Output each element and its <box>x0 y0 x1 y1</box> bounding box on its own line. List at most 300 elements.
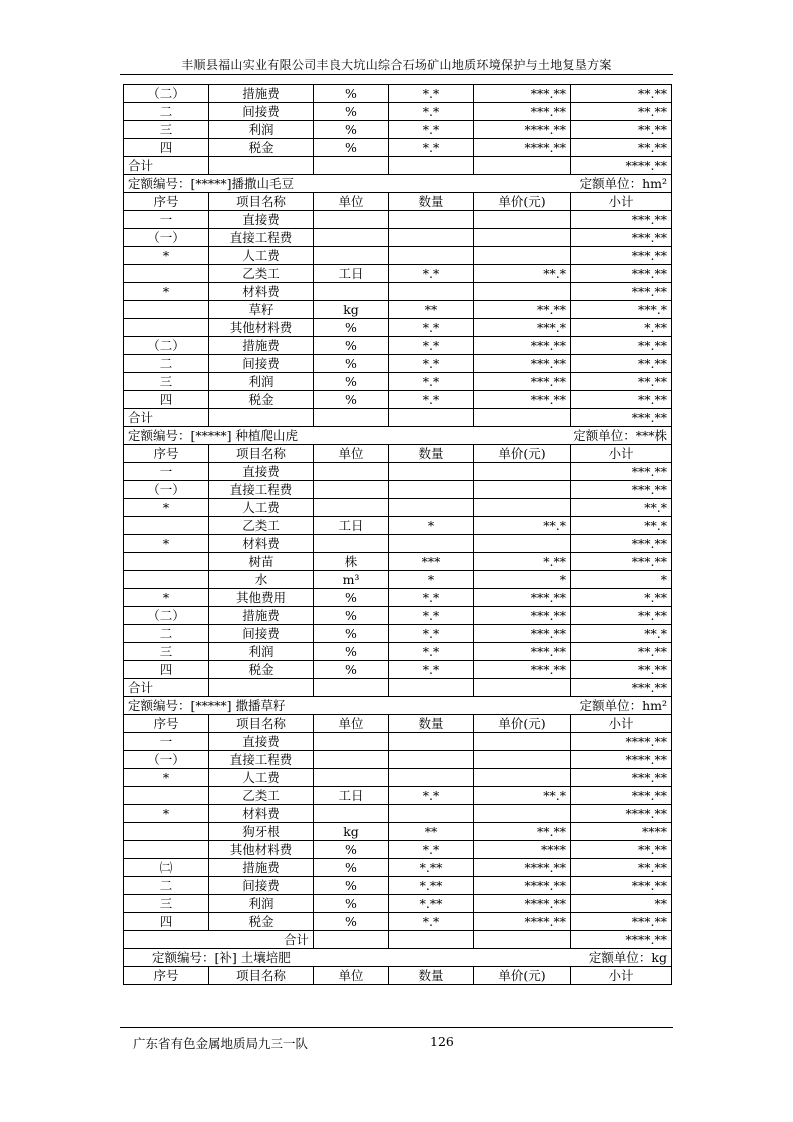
quota-code: 定额编号：[*****] 撒播草籽 <box>128 698 286 713</box>
table-cell: 措施费 <box>209 85 314 103</box>
table-cell <box>474 769 571 787</box>
table-cell: % <box>314 859 389 877</box>
table-cell: *.** <box>571 319 672 337</box>
table-cell: *.* <box>389 589 474 607</box>
total-label: 合计 <box>124 157 209 175</box>
table-row <box>124 553 672 571</box>
table-row <box>124 913 672 931</box>
column-header: 单价(元) <box>474 967 571 985</box>
table-cell: 其他费用 <box>209 589 314 607</box>
table-row <box>124 571 672 589</box>
quota-row <box>124 427 672 445</box>
table-cell <box>389 499 474 517</box>
table-cell: 工日 <box>314 265 389 283</box>
table-cell: ***.** <box>474 337 571 355</box>
table-cell: *.** <box>571 589 672 607</box>
table-cell: 四 <box>124 913 209 931</box>
table-cell: 乙类工 <box>209 787 314 805</box>
column-header: 单位 <box>314 967 389 985</box>
table-cell: *.** <box>389 895 474 913</box>
table-cell: kg <box>314 823 389 841</box>
total-value: ****.** <box>571 931 672 949</box>
table-cell: 税金 <box>209 913 314 931</box>
table-cell: （一） <box>124 751 209 769</box>
total-row <box>124 931 672 949</box>
table-cell: 措施费 <box>209 607 314 625</box>
table-cell: *.* <box>389 625 474 643</box>
table-cell <box>474 463 571 481</box>
table-cell: 草籽 <box>209 301 314 319</box>
table-row <box>124 643 672 661</box>
total-label: 合计 <box>124 409 209 427</box>
column-header: 单价(元) <box>474 445 571 463</box>
table-cell: 间接费 <box>209 355 314 373</box>
table-cell: % <box>314 373 389 391</box>
table-cell <box>389 211 474 229</box>
table-cell <box>389 931 474 949</box>
column-header: 单价(元) <box>474 193 571 211</box>
table-cell: * <box>124 589 209 607</box>
table-cell <box>474 805 571 823</box>
table-cell: ***.** <box>571 265 672 283</box>
table-cell: ** <box>389 301 474 319</box>
table-cell: ****.** <box>571 751 672 769</box>
table-cell: % <box>314 589 389 607</box>
table-cell: 直接工程费 <box>209 229 314 247</box>
table-cell: *.** <box>389 877 474 895</box>
table-cell <box>314 481 389 499</box>
table-row <box>124 733 672 751</box>
table-cell: * <box>124 535 209 553</box>
table-cell <box>314 211 389 229</box>
budget-table <box>123 84 672 985</box>
table-row <box>124 535 672 553</box>
table-cell: % <box>314 391 389 409</box>
table-cell: 利润 <box>209 121 314 139</box>
table-cell <box>124 571 209 589</box>
table-cell: ***.** <box>571 211 672 229</box>
table-cell: 利润 <box>209 373 314 391</box>
quota-row <box>124 697 672 715</box>
table-cell <box>314 769 389 787</box>
table-cell: 直接工程费 <box>209 751 314 769</box>
table-row <box>124 859 672 877</box>
table-cell: **.** <box>571 139 672 157</box>
table-cell <box>474 157 571 175</box>
column-header: 数量 <box>389 445 474 463</box>
table-cell: **.** <box>474 301 571 319</box>
table-row <box>124 247 672 265</box>
table-cell <box>314 229 389 247</box>
table-cell: 狗牙根 <box>209 823 314 841</box>
table-row <box>124 283 672 301</box>
table-cell: ***.** <box>571 463 672 481</box>
table-cell: * <box>124 247 209 265</box>
table-row <box>124 373 672 391</box>
page-number: 126 <box>430 1034 454 1049</box>
table-cell: m³ <box>314 571 389 589</box>
table-cell: 其他材料费 <box>209 841 314 859</box>
table-cell <box>389 283 474 301</box>
table-cell <box>314 535 389 553</box>
table-row <box>124 877 672 895</box>
table-cell <box>314 247 389 265</box>
table-cell: ***.** <box>571 481 672 499</box>
table-cell: ***.* <box>474 319 571 337</box>
table-cell: **.** <box>571 661 672 679</box>
table-cell: *.* <box>389 121 474 139</box>
table-cell: ***.** <box>571 247 672 265</box>
quota-code: 定额编号：[补] 土壤培肥 <box>152 950 291 965</box>
table-cell: ***.** <box>474 103 571 121</box>
table-cell: ***.** <box>571 913 672 931</box>
column-header: 小计 <box>571 193 672 211</box>
column-header: 单价(元) <box>474 715 571 733</box>
table-cell: 一 <box>124 733 209 751</box>
table-cell: *.* <box>389 787 474 805</box>
column-header-row <box>124 445 672 463</box>
table-cell: % <box>314 121 389 139</box>
footer-rule <box>120 1027 673 1028</box>
table-cell: 三 <box>124 643 209 661</box>
column-header: 项目名称 <box>209 715 314 733</box>
table-cell: * <box>124 283 209 301</box>
table-cell: *.* <box>389 319 474 337</box>
table-cell: 三 <box>124 121 209 139</box>
table-cell <box>474 499 571 517</box>
table-cell: **.** <box>474 823 571 841</box>
table-cell: 其他材料费 <box>209 319 314 337</box>
table-cell <box>124 787 209 805</box>
table-cell: 直接工程费 <box>209 481 314 499</box>
table-row <box>124 751 672 769</box>
table-cell <box>474 535 571 553</box>
table-cell: 直接费 <box>209 211 314 229</box>
quota-unit: 定额单位：***株 <box>573 428 667 443</box>
table-cell: **.** <box>571 337 672 355</box>
table-cell <box>314 733 389 751</box>
table-row <box>124 805 672 823</box>
table-cell: * <box>124 805 209 823</box>
table-row <box>124 787 672 805</box>
column-header-row <box>124 715 672 733</box>
table-cell: *.* <box>389 265 474 283</box>
table-cell: % <box>314 661 389 679</box>
table-cell: 一 <box>124 211 209 229</box>
table-row <box>124 661 672 679</box>
table-cell: kg <box>314 301 389 319</box>
table-cell <box>474 211 571 229</box>
table-cell: **.** <box>571 391 672 409</box>
table-row <box>124 121 672 139</box>
table-cell: ***.** <box>571 283 672 301</box>
table-cell <box>389 733 474 751</box>
table-cell: ***.** <box>474 355 571 373</box>
table-cell: *.* <box>389 85 474 103</box>
column-header: 小计 <box>571 445 672 463</box>
table-cell: 材料费 <box>209 283 314 301</box>
total-label: 合计 <box>124 679 209 697</box>
table-cell: 三 <box>124 373 209 391</box>
table-cell: *.* <box>389 661 474 679</box>
column-header-row <box>124 967 672 985</box>
column-header: 序号 <box>124 193 209 211</box>
table-row <box>124 265 672 283</box>
table-row <box>124 823 672 841</box>
table-cell <box>389 535 474 553</box>
quota-code: 定额编号：[*****] 种植爬山虎 <box>128 428 298 443</box>
table-cell: ***.** <box>474 643 571 661</box>
table-cell <box>389 769 474 787</box>
table-cell: **** <box>474 841 571 859</box>
table-cell <box>474 247 571 265</box>
table-cell <box>314 283 389 301</box>
column-header: 小计 <box>571 967 672 985</box>
table-cell <box>124 319 209 337</box>
table-cell: 材料费 <box>209 805 314 823</box>
table-cell: *.* <box>389 355 474 373</box>
table-row <box>124 139 672 157</box>
column-header: 单位 <box>314 445 389 463</box>
table-cell: ****.** <box>474 913 571 931</box>
table-cell <box>124 265 209 283</box>
table-cell <box>389 229 474 247</box>
table-cell: ****.** <box>474 895 571 913</box>
table-cell: ****.** <box>474 121 571 139</box>
table-cell: % <box>314 877 389 895</box>
table-cell <box>314 931 389 949</box>
table-cell: ****.** <box>474 139 571 157</box>
total-row <box>124 157 672 175</box>
table-cell: **.* <box>571 499 672 517</box>
table-cell <box>389 679 474 697</box>
column-header: 项目名称 <box>209 445 314 463</box>
table-cell: 利润 <box>209 643 314 661</box>
page-header: 丰顺县福山实业有限公司丰良大坑山综合石场矿山地质环境保护与土地复垦方案 <box>181 58 612 72</box>
table-cell: % <box>314 337 389 355</box>
column-header: 数量 <box>389 715 474 733</box>
table-cell: * <box>124 769 209 787</box>
table-cell <box>314 409 389 427</box>
total-value: ****.** <box>571 157 672 175</box>
table-cell: ***.** <box>571 769 672 787</box>
total-value: ***.** <box>571 679 672 697</box>
table-cell: 水 <box>209 571 314 589</box>
quota-cell <box>124 949 672 967</box>
column-header-row <box>124 193 672 211</box>
table-cell: **.** <box>571 103 672 121</box>
table-cell: （一） <box>124 481 209 499</box>
table-row <box>124 589 672 607</box>
table-cell: 乙类工 <box>209 517 314 535</box>
table-row <box>124 337 672 355</box>
table-cell: **.* <box>474 787 571 805</box>
table-cell: **.* <box>474 517 571 535</box>
table-cell: 工日 <box>314 787 389 805</box>
table-cell: *.* <box>389 337 474 355</box>
table-row <box>124 769 672 787</box>
quota-unit: 定额单位：kg <box>588 950 667 965</box>
table-cell: 二 <box>124 877 209 895</box>
table-cell: *.* <box>389 841 474 859</box>
table-cell: % <box>314 841 389 859</box>
table-cell <box>314 463 389 481</box>
table-cell <box>389 463 474 481</box>
table-cell: *.* <box>389 139 474 157</box>
column-header: 数量 <box>389 193 474 211</box>
total-row <box>124 679 672 697</box>
table-row <box>124 895 672 913</box>
table-cell <box>124 841 209 859</box>
table-cell <box>474 481 571 499</box>
table-cell: ***.** <box>474 391 571 409</box>
column-header: 项目名称 <box>209 193 314 211</box>
table-cell: ***.** <box>474 589 571 607</box>
table-cell <box>474 733 571 751</box>
table-cell: **.** <box>571 373 672 391</box>
table-cell <box>389 751 474 769</box>
table-cell: % <box>314 913 389 931</box>
table-cell: *.* <box>389 643 474 661</box>
table-cell: （二） <box>124 85 209 103</box>
table-cell <box>474 229 571 247</box>
table-cell: 措施费 <box>209 337 314 355</box>
table-cell <box>389 157 474 175</box>
table-cell: ㈡ <box>124 859 209 877</box>
table-cell: **.** <box>571 643 672 661</box>
column-header: 序号 <box>124 715 209 733</box>
quota-row <box>124 949 672 967</box>
table-row <box>124 85 672 103</box>
table-cell: * <box>124 499 209 517</box>
table-cell: ***.** <box>474 625 571 643</box>
table-cell: % <box>314 85 389 103</box>
table-cell: * <box>474 571 571 589</box>
table-cell <box>314 679 389 697</box>
total-value: ***.** <box>571 409 672 427</box>
table-cell: *.* <box>389 607 474 625</box>
table-cell: % <box>314 355 389 373</box>
quota-row <box>124 175 672 193</box>
table-cell: 材料费 <box>209 535 314 553</box>
quota-code: 定额编号：[*****]播撒山毛豆 <box>128 176 295 191</box>
table-cell: % <box>314 643 389 661</box>
table-cell: % <box>314 895 389 913</box>
footer-org: 广东省有色金属地质局九三一队 <box>133 1036 309 1051</box>
table-cell: * <box>389 571 474 589</box>
table-cell: 直接费 <box>209 733 314 751</box>
table-cell <box>314 805 389 823</box>
column-header: 单位 <box>314 193 389 211</box>
total-label: 合计 <box>124 931 314 949</box>
table-cell: （二） <box>124 337 209 355</box>
table-cell: ***.** <box>474 85 571 103</box>
table-cell <box>209 679 314 697</box>
table-cell: **** <box>571 823 672 841</box>
table-cell: ***.** <box>571 787 672 805</box>
quota-unit: 定额单位：hm² <box>579 176 667 191</box>
table-cell <box>389 247 474 265</box>
table-cell <box>389 481 474 499</box>
table-cell <box>389 805 474 823</box>
table-row <box>124 391 672 409</box>
table-cell: *.* <box>389 391 474 409</box>
table-cell: ** <box>571 895 672 913</box>
table-cell: *.** <box>389 859 474 877</box>
table-cell: ****.** <box>571 733 672 751</box>
column-header: 数量 <box>389 967 474 985</box>
column-header: 序号 <box>124 967 209 985</box>
table-row <box>124 625 672 643</box>
table-cell: ****.** <box>571 805 672 823</box>
table-cell <box>474 931 571 949</box>
table-cell <box>314 499 389 517</box>
table-cell: ** <box>389 823 474 841</box>
table-cell <box>474 409 571 427</box>
table-cell: （二） <box>124 607 209 625</box>
quota-cell <box>124 697 672 715</box>
table-cell: % <box>314 607 389 625</box>
table-cell: % <box>314 319 389 337</box>
table-cell: 四 <box>124 139 209 157</box>
table-cell: 间接费 <box>209 877 314 895</box>
table-cell <box>209 157 314 175</box>
table-cell: 直接费 <box>209 463 314 481</box>
total-row <box>124 409 672 427</box>
table-row <box>124 841 672 859</box>
table-cell: ****.** <box>474 859 571 877</box>
table-cell: 利润 <box>209 895 314 913</box>
table-cell: 二 <box>124 355 209 373</box>
table-cell: **.** <box>571 85 672 103</box>
column-header: 单位 <box>314 715 389 733</box>
table-cell: 三 <box>124 895 209 913</box>
table-cell <box>209 409 314 427</box>
table-row <box>124 301 672 319</box>
table-cell: % <box>314 103 389 121</box>
table-cell: **.** <box>571 859 672 877</box>
table-cell: * <box>571 571 672 589</box>
table-cell: **.** <box>571 121 672 139</box>
table-cell <box>474 679 571 697</box>
table-cell: **.* <box>474 265 571 283</box>
table-cell: 税金 <box>209 139 314 157</box>
table-cell: ***.** <box>571 229 672 247</box>
table-cell: **.** <box>571 841 672 859</box>
table-cell: ***.** <box>571 877 672 895</box>
table-row <box>124 229 672 247</box>
table-cell <box>314 751 389 769</box>
table-cell: *.* <box>389 913 474 931</box>
table-cell: ***.** <box>571 535 672 553</box>
table-row <box>124 355 672 373</box>
table-cell: **.* <box>571 625 672 643</box>
header-rule <box>120 74 673 75</box>
quota-cell <box>124 175 672 193</box>
table-row <box>124 463 672 481</box>
table-cell: （一） <box>124 229 209 247</box>
table-cell: ***.** <box>474 607 571 625</box>
table-cell: 一 <box>124 463 209 481</box>
table-cell: **.* <box>571 517 672 535</box>
table-row <box>124 499 672 517</box>
table-cell: 措施费 <box>209 859 314 877</box>
table-row <box>124 103 672 121</box>
table-cell: ***.** <box>571 553 672 571</box>
table-cell: 间接费 <box>209 103 314 121</box>
table-cell: *.* <box>389 103 474 121</box>
quota-unit: 定额单位：hm² <box>579 698 667 713</box>
